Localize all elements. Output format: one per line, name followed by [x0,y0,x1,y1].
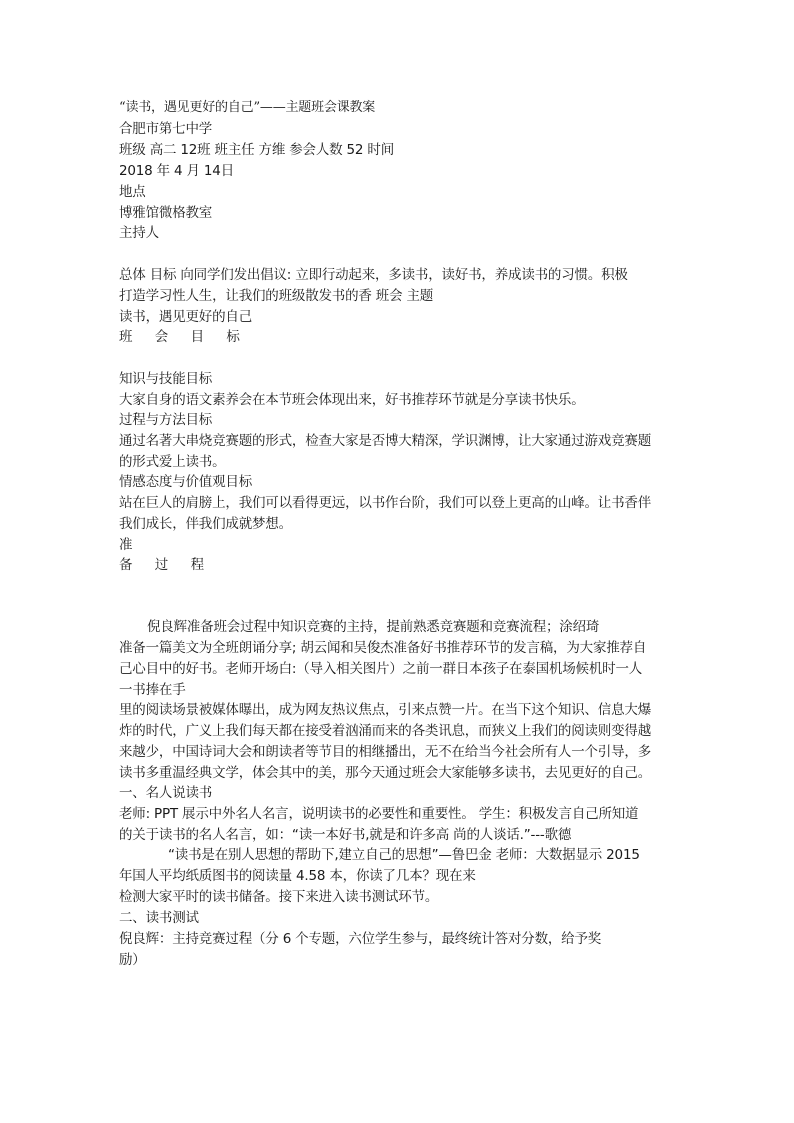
prep-label-1: 准 [119,537,133,553]
process-paragraph-5: 里的阅读场景被媒体曝出，成为网友热议焦点，引来点赞一片。在当下这个知识、信息大爆 [119,702,651,718]
process-goal-label: 过程与方法目标 [119,412,213,428]
emotion-goal-label: 情感态度与价值观目标 [119,474,252,490]
section-1-line-5: 检测大家平时的读书储备。接下来进入读书测试环节。 [119,889,439,905]
section-1-line-4: 年国人平均纸质图书的阅读量 4.58 本，你读了几本？现在来 [119,868,476,884]
goals-line-2: 打造学习性人生，让我们的班级散发书的香 班会 主题 [119,288,434,304]
knowledge-goal-label: 知识与技能目标 [119,371,213,387]
location-value: 博雅馆微格教室 [119,205,213,221]
knowledge-goal-text: 大家自身的语文素养会在本节班会体现出来，好书推荐环节就是分享读书快乐。 [119,392,585,408]
emotion-goal-text-2: 我们成长，伴我们成就梦想。 [119,516,292,532]
process-goal-text-2: 的形式爱上读书。 [119,454,226,470]
class-goal-label: 班 会 目 标 [119,329,249,345]
section-1-line-2: 的关于读书的名人名言，如：“读一本好书,就是和许多高 尚的人谈话.”---歌德 [119,827,572,843]
goals-line-1: 总体 目标 向同学们发出倡议: 立即行动起来，多读书，读好书，养成读书的习惯。积极 [119,267,628,283]
host-label: 主持人 [119,225,159,241]
process-paragraph-3: 己心目中的好书。老师开场白:（导入相关图片）之前一群日本孩子在泰国机场候机时一人 [119,661,643,677]
process-paragraph-8: 读书多重温经典文学，体会其中的美，那今天通过班会大家能够多读书，去见更好的自己。 [119,765,651,781]
section-2-line-2: 励） [119,952,146,968]
meeting-date: 2018 年 4 月 14日 [119,163,234,179]
section-1-line-3: “读书是在别人思想的帮助下,建立自己的思想”—鲁巴金 老师：大数据显示 2015 [168,847,640,863]
section-2-title: 二、读书测试 [119,910,199,926]
prep-label-2: 备 过 程 [119,557,214,573]
process-goal-text-1: 通过名著大串烧竞赛题的形式，检查大家是否博大精深，学识渊博，让大家通过游戏竞赛题 [119,433,651,449]
process-paragraph-7: 来越少，中国诗词大会和朗读者等节目的相继播出，无不在给当今社会所有人一个引导，多 [119,744,651,760]
emotion-goal-text-1: 站在巨人的肩膀上，我们可以看得更远，以书作台阶，我们可以登上更高的山峰。让书香伴 [119,495,651,511]
process-paragraph-1: 倪良辉准备班会过程中知识竞赛的主持，提前熟悉竞赛题和竞赛流程；涂绍琦 [147,619,600,635]
section-1-line-1: 老师: PPT 展示中外名人名言，说明读书的必要性和重要性。 学生：积极发言自己所知道 [119,806,639,822]
process-paragraph-4: 一书捧在手 [119,682,186,698]
section-1-title: 一、名人说读书 [119,785,213,801]
document-title: “读书，遇见更好的自己”——主题班会课教案 [119,100,376,115]
section-2-line-1: 倪良辉：主持竞赛过程（分 6 个专题，六位学生参与，最终统计答对分数，给予奖 [119,931,602,947]
class-info: 班级 高二 12班 班主任 方维 参会人数 52 时间 [119,142,394,158]
location-label: 地点 [119,184,146,200]
school-name: 合肥市第七中学 [119,121,213,137]
process-paragraph-2: 准备一篇美文为全班朗诵分享; 胡云闻和吴俊杰准备好书推荐环节的发言稿，为大家推荐自 [119,640,647,656]
meeting-theme: 读书，遇见更好的自己 [119,309,252,325]
process-paragraph-6: 炸的时代，广义上我们每天都在接受着汹涌而来的各类讯息，而狭义上我们的阅读则变得越 [119,723,651,739]
